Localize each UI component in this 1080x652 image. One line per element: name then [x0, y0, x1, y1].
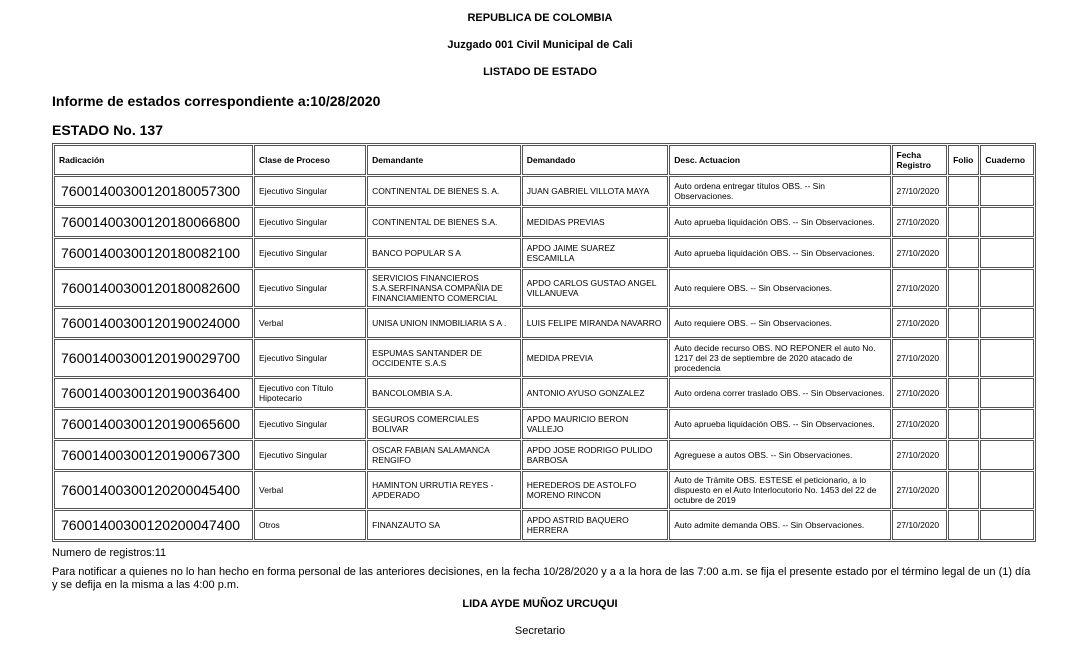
cell-folio [948, 409, 979, 439]
table-row [54, 471, 1034, 509]
cell-desc: Agreguese a autos OBS. -- Sin Observaciones. [669, 440, 890, 470]
cell-clase: Ejecutivo Singular [254, 269, 366, 307]
cell-desc: Auto de Trámite OBS. ESTESE el peticionario, a lo dispuesto en el Auto Interlocutorio No. 1453 del 22 de octubre de 2019 [669, 471, 890, 509]
cell-fecha: 27/10/2020 [892, 471, 948, 509]
cell-demandado: LUIS FELIPE MIRANDA NAVARRO [522, 308, 669, 338]
cell-fecha: 27/10/2020 [892, 269, 948, 307]
table-row [54, 269, 1034, 307]
cell-demandado: JUAN GABRIEL VILLOTA MAYA [522, 176, 669, 206]
cell-clase: Ejecutivo Singular [254, 440, 366, 470]
cell-demandado: APDO CARLOS GUSTAO ANGEL VILLANUEVA [522, 269, 669, 307]
cell-demandado: MEDIDA PREVIA [522, 339, 669, 377]
cell-folio [948, 269, 979, 307]
cell-cuaderno [980, 238, 1034, 268]
cell-demandado: MEDIDAS PREVIAS [522, 207, 669, 237]
cell-fecha: 27/10/2020 [892, 339, 948, 377]
cell-demandante: BANCOLOMBIA S.A. [367, 378, 521, 408]
cell-fecha: 27/10/2020 [892, 510, 948, 540]
cell-demandante: UNISA UNION INMOBILIARIA S A . [367, 308, 521, 338]
cell-clase: Ejecutivo Singular [254, 409, 366, 439]
header-country: REPUBLICA DE COLOMBIA [467, 12, 613, 24]
signer-name: LIDA AYDE MUÑOZ URCUQUI [462, 598, 618, 610]
cell-demandante: OSCAR FABIAN SALAMANCA RENGIFO [367, 440, 521, 470]
table-row [54, 308, 1034, 338]
cell-demandado: HEREDEROS DE ASTOLFO MORENO RINCON [522, 471, 669, 509]
cell-folio [948, 238, 979, 268]
table-row [54, 339, 1034, 377]
cell-demandante: BANCO POPULAR S A [367, 238, 521, 268]
cell-cuaderno [980, 378, 1034, 408]
cell-clase: Otros [254, 510, 366, 540]
cell-desc: Auto ordena correr traslado OBS. -- Sin Observaciones. [669, 378, 890, 408]
cell-folio [948, 440, 979, 470]
cell-desc: Auto aprueba liquidación OBS. -- Sin Observaciones. [669, 409, 890, 439]
cell-fecha: 27/10/2020 [892, 207, 948, 237]
estado-table [52, 143, 1036, 542]
signer-role: Secretario [514, 625, 566, 637]
cell-cuaderno [980, 176, 1034, 206]
cell-cuaderno [980, 440, 1034, 470]
cell-radicacion: 76001400300120190036400 [54, 378, 253, 408]
cell-clase: Ejecutivo Singular [254, 339, 366, 377]
header-list-title: LISTADO DE ESTADO [483, 66, 597, 78]
cell-fecha: 27/10/2020 [892, 308, 948, 338]
estado-number: ESTADO No. 137 [52, 122, 163, 138]
cell-demandante: HAMINTON URRUTIA REYES - APDERADO [367, 471, 521, 509]
cell-clase: Ejecutivo Singular [254, 207, 366, 237]
cell-demandante: SEGUROS COMERCIALES BOLIVAR [367, 409, 521, 439]
cell-folio [948, 207, 979, 237]
cell-cuaderno [980, 207, 1034, 237]
table-row [54, 440, 1034, 470]
cell-clase: Ejecutivo Singular [254, 176, 366, 206]
cell-clase: Verbal [254, 308, 366, 338]
col-header-clase: Clase de Proceso [254, 145, 366, 175]
table-row [54, 378, 1034, 408]
cell-clase: Ejecutivo con Título Hipotecario [254, 378, 366, 408]
cell-radicacion: 76001400300120190067300 [54, 440, 253, 470]
cell-radicacion: 76001400300120190024000 [54, 308, 253, 338]
cell-radicacion: 76001400300120180066800 [54, 207, 253, 237]
table-row [54, 510, 1034, 540]
table-row [54, 409, 1034, 439]
cell-folio [948, 308, 979, 338]
col-header-folio: Folio [948, 145, 979, 175]
cell-fecha: 27/10/2020 [892, 409, 948, 439]
cell-demandado: APDO ASTRID BAQUERO HERRERA [522, 510, 669, 540]
cell-desc: Auto aprueba liquidación OBS. -- Sin Observaciones. [669, 238, 890, 268]
cell-demandado: ANTONIO AYUSO GONZALEZ [522, 378, 669, 408]
cell-radicacion: 76001400300120200045400 [54, 471, 253, 509]
cell-demandante: ESPUMAS SANTANDER DE OCCIDENTE S.A.S [367, 339, 521, 377]
col-header-fecha: Fecha Registro [892, 145, 948, 175]
cell-cuaderno [980, 471, 1034, 509]
cell-desc: Auto decide recurso OBS. NO REPONER el auto No. 1217 del 23 de septiembre de 2020 atacado de procedencia [669, 339, 890, 377]
cell-clase: Ejecutivo Singular [254, 238, 366, 268]
report-date-title: Informe de estados correspondiente a:10/28/2020 [52, 93, 381, 109]
cell-desc: Auto requiere OBS. -- Sin Observaciones. [669, 308, 890, 338]
cell-radicacion: 76001400300120190065600 [54, 409, 253, 439]
cell-demandado: APDO JAIME SUAREZ ESCAMILLA [522, 238, 669, 268]
notification-text: Para notificar a quienes no lo han hecho en forma personal de las anteriores decisiones, en la fecha 10/28/2020 y a a la hora de las 7:00 a.m. se fija el presente estado por el término legal de un (1) día y se defija en la misma a las 4:00 p.m. [52, 566, 1031, 591]
col-header-desc: Desc. Actuacion [669, 145, 890, 175]
cell-folio [948, 339, 979, 377]
cell-desc: Auto ordena entregar títulos OBS. -- Sin Observaciones. [669, 176, 890, 206]
cell-radicacion: 76001400300120190029700 [54, 339, 253, 377]
cell-demandado: APDO MAURICIO BERON VALLEJO [522, 409, 669, 439]
cell-fecha: 27/10/2020 [892, 238, 948, 268]
cell-demandante: SERVICIOS FINANCIEROS S.A.SERFINANSA COMPAÑIA DE FINANCIAMIENTO COMERCIAL [367, 269, 521, 307]
cell-folio [948, 510, 979, 540]
cell-radicacion: 76001400300120180082100 [54, 238, 253, 268]
cell-cuaderno [980, 339, 1034, 377]
table-row [54, 207, 1034, 237]
cell-cuaderno [980, 269, 1034, 307]
cell-fecha: 27/10/2020 [892, 378, 948, 408]
cell-desc: Auto aprueba liquidación OBS. -- Sin Observaciones. [669, 207, 890, 237]
cell-demandante: CONTINENTAL DE BIENES S.A. [367, 207, 521, 237]
cell-clase: Verbal [254, 471, 366, 509]
cell-fecha: 27/10/2020 [892, 440, 948, 470]
cell-folio [948, 176, 979, 206]
header-court: Juzgado 001 Civil Municipal de Cali [447, 39, 633, 51]
cell-demandante: CONTINENTAL DE BIENES S. A. [367, 176, 521, 206]
record-count: Numero de registros:11 [52, 547, 167, 559]
cell-cuaderno [980, 409, 1034, 439]
cell-fecha: 27/10/2020 [892, 176, 948, 206]
cell-cuaderno [980, 308, 1034, 338]
cell-radicacion: 76001400300120200047400 [54, 510, 253, 540]
cell-radicacion: 76001400300120180082600 [54, 269, 253, 307]
cell-folio [948, 378, 979, 408]
col-header-demandante: Demandante [367, 145, 521, 175]
col-header-cuaderno: Cuaderno [980, 145, 1034, 175]
col-header-radicacion: Radicación [54, 145, 253, 175]
cell-desc: Auto admite demanda OBS. -- Sin Observaciones. [669, 510, 890, 540]
table-row [54, 238, 1034, 268]
col-header-demandado: Demandado [522, 145, 669, 175]
cell-folio [948, 471, 979, 509]
cell-cuaderno [980, 510, 1034, 540]
cell-demandante: FINANZAUTO SA [367, 510, 521, 540]
table-row [54, 176, 1034, 206]
table-header-row [54, 145, 1034, 175]
cell-desc: Auto requiere OBS. -- Sin Observaciones. [669, 269, 890, 307]
cell-demandado: APDO JOSE RODRIGO PULIDO BARBOSA [522, 440, 669, 470]
cell-radicacion: 76001400300120180057300 [54, 176, 253, 206]
